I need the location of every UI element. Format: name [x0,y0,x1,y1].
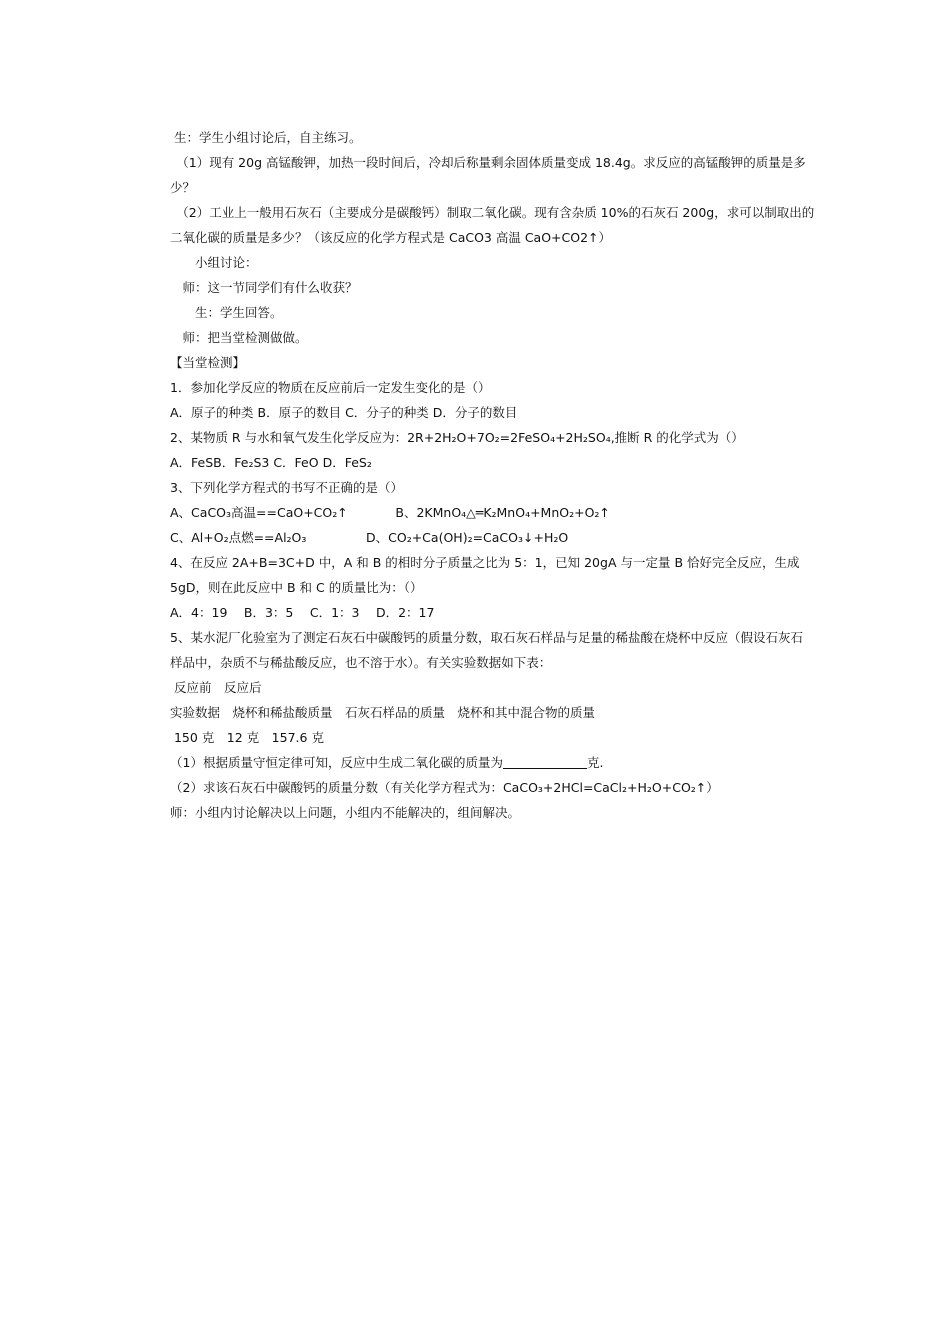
question-3: 3、下列化学方程式的书写不正确的是（） [170,480,403,495]
text-line: 师：把当堂检测做做。 [170,330,308,345]
question-2-options: A．FeSB．Fe₂S3 C．FeO D．FeS₂ [170,455,372,470]
closing-line: 师：小组内讨论解决以上问题，小组内不能解决的，组间解决。 [170,805,521,820]
question-1-options: A．原子的种类 B．原子的数目 C．分子的种类 D．分子的数目 [170,405,518,420]
question-2: 2、某物质 R 与水和氧气发生化学反应为：2R+2H₂O+7O₂=2FeSO₄+2H₂SO₄,推断 R 的化学式为（） [170,430,744,445]
text-line: 二氧化碳的质量是多少？（该反应的化学方程式是 CaCO3 高温 CaO+CO2↑） [170,230,612,245]
question-4: 4、在反应 2A+B=3C+D 中，A 和 B 的相时分子质量之比为 5：1，已知 20gA 与一定量 B 恰好完全反应，生成 [170,555,800,570]
sub-question-1-suffix: 克. [586,755,604,770]
question-4-cont: 5gD，则在此反应中 B 和 C 的质量比为：（） [170,580,423,595]
table-header-row: 反应前 反应后 [170,680,262,695]
table-label-row: 实验数据 烧杯和稀盐酸质量 石灰石样品的质量 烧杯和其中混合物的质量 [170,705,596,720]
text-line: 生：学生回答。 [170,305,283,320]
text-line: 师：这一节同学们有什么收获？ [170,280,358,295]
text-line: 少？ [170,180,196,195]
question-3-options-cd: C、Al+O₂点燃==Al₂O₃ D、CO₂+Ca(OH)₂=CaCO₃↓+H₂O [170,530,569,545]
question-1: 1．参加化学反应的物质在反应前后一定发生变化的是（） [170,380,491,395]
sub-question-1-prefix: （1）根据质量守恒定律可知，反应中生成二氧化碳的质量为 [170,755,503,770]
sub-question-2: （2）求该石灰石中碳酸钙的质量分数（有关化学方程式为：CaCO₃+2HCl=CaCl₂+H₂O+CO₂↑） [170,780,719,795]
question-3-options-ab: A、CaCO₃高温==CaO+CO₂↑ B、2KMnO₄△═K₂MnO₄+MnO₂+O₂↑ [170,505,610,520]
text-line: 生：学生小组讨论后，自主练习。 [170,130,362,145]
answer-blank [503,756,587,769]
text-line: 小组讨论： [170,255,258,270]
question-5: 5、某水泥厂化验室为了测定石灰石中碳酸钙的质量分数，取石灰石样品与足量的稀盐酸在烧杯中反应（假设石灰石 [170,630,803,645]
question-5-cont: 样品中，杂质不与稀盐酸反应，也不溶于水）。有关实验数据如下表： [170,655,552,670]
section-heading: 【当堂检测】 [170,355,246,370]
question-4-options: A．4：19 B．3：5 C．1：3 D．2：17 [170,605,435,620]
table-value-row: 150 克 12 克 157.6 克 [170,730,324,745]
sub-question-1 [170,755,603,771]
text-line: （2）工业上一般用石灰石（主要成分是碳酸钙）制取二氧化碳。现有含杂质 10%的石灰石 200g，求可以制取出的 [170,205,815,220]
text-line: （1）现有 20g 高锰酸钾，加热一段时间后，冷却后称量剩余固体质量变成 18.4g。求反应的高锰酸钾的质量是多 [170,155,806,170]
